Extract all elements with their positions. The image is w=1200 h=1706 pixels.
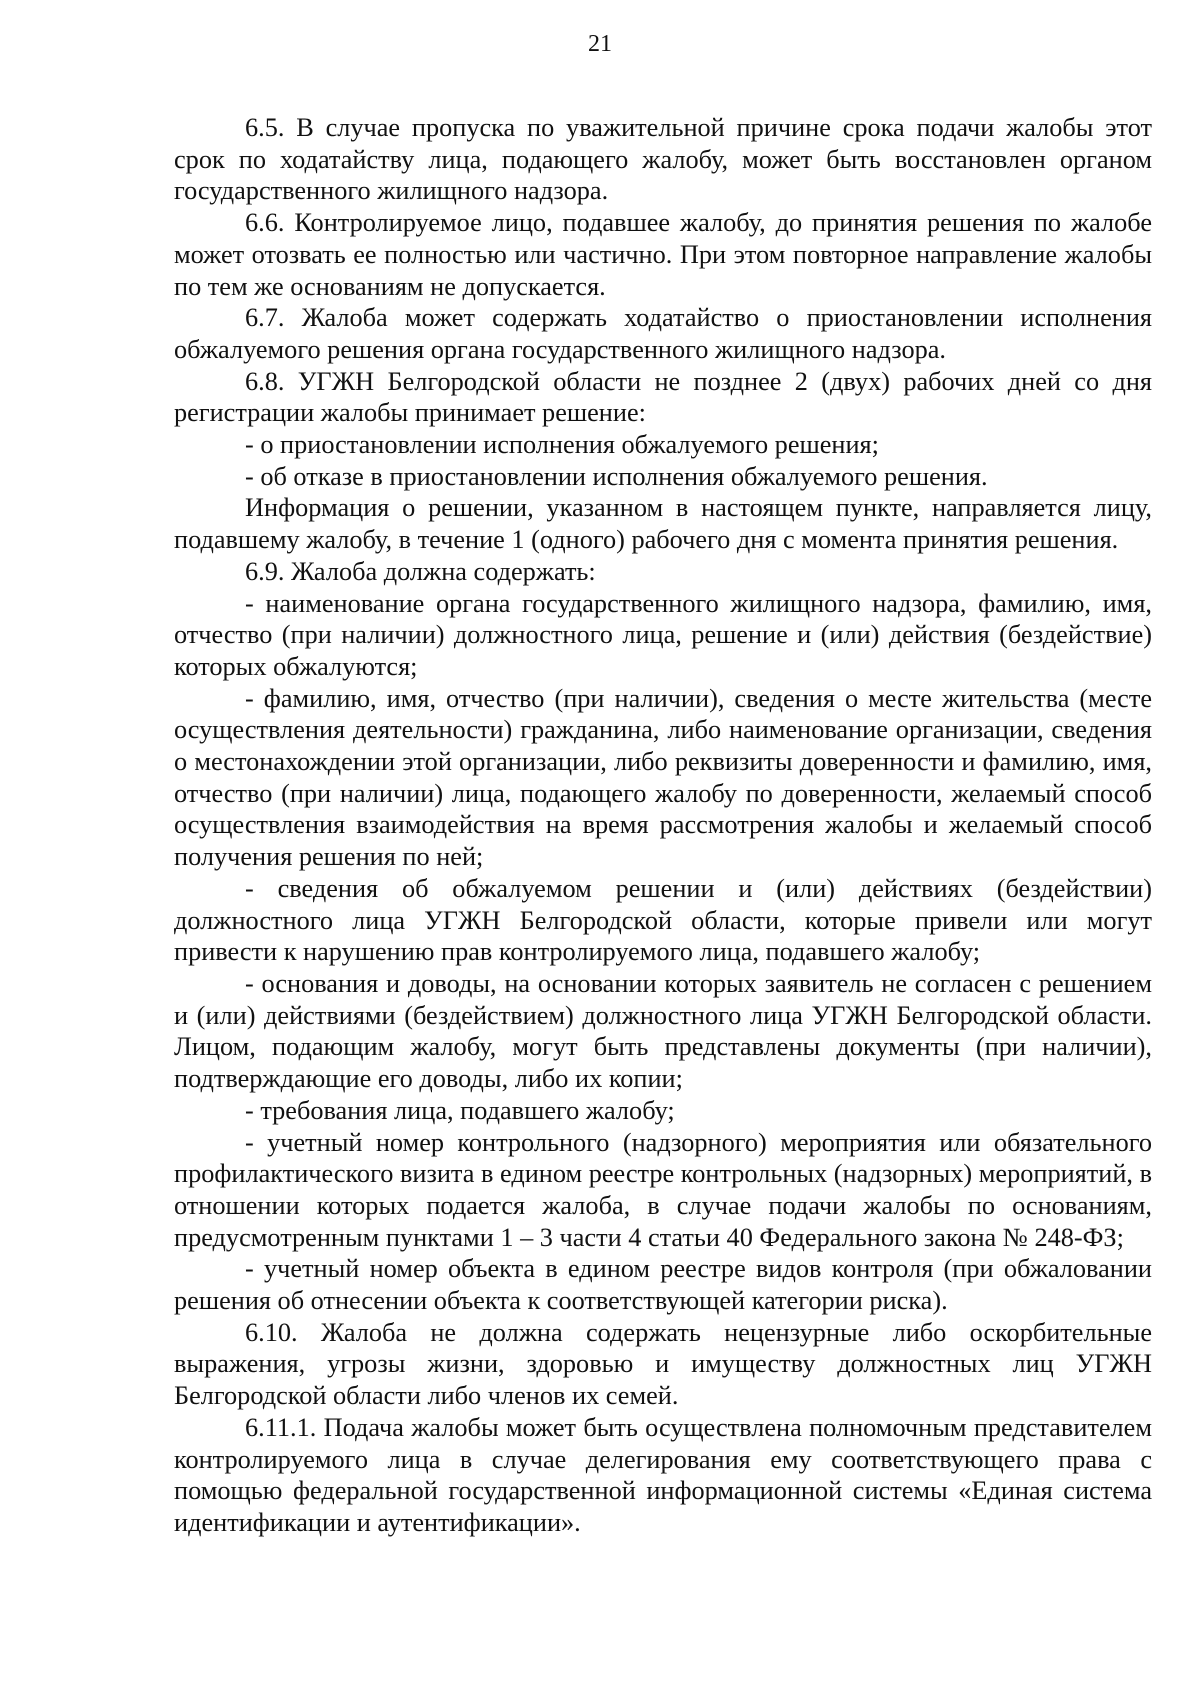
paragraph-6-8: 6.8. УГЖН Белгородской области не позднее 2 (двух) рабочих дней со дня регистрации жалобы принимает решение: xyxy=(174,366,1152,428)
list-item-applicant-info: - фамилию, имя, отчество (при наличии), сведения о месте жительства (месте осуществления деятельности) гражданина, либо наименование организации, сведения о местонахождении этой организации, либо реквизиты доверенности и фамилию, имя, отчество (при наличии) лица, подающего жалобу по доверенности, желаемый способ осуществления взаимодействия на время рассмотрения жалобы и желаемый способ получения решения по ней; xyxy=(174,683,1152,872)
paragraph-6-11-1: 6.11.1. Подача жалобы может быть осуществлена полномочным представителем контролируемого лица в случае делегирования ему соответствующего права с помощью федеральной государственной информационной системы «Единая система идентификации и аутентификации». xyxy=(174,1412,1152,1537)
paragraph-decision-info: Информация о решении, указанном в настоящем пункте, направляется лицу, подавшему жалобу, в течение 1 (одного) рабочего дня с момента принятия решения. xyxy=(174,493,1152,555)
list-item-authority-name: - наименование органа государственного жилищного надзора, фамилию, имя, отчество (при наличии) должностного лица, решение и (или) действия (бездействие) которых обжалуются; xyxy=(174,588,1152,681)
paragraph-6-5: 6.5. В случае пропуска по уважительной причине срока подачи жалобы этот срок по ходатайству лица, подающего жалобу, может быть восстановлен органом государственного жилищного надзора. xyxy=(174,113,1152,206)
paragraph-6-7: 6.7. Жалоба может содержать ходатайство о приостановлении исполнения обжалуемого решения органа государственного жилищного надзора. xyxy=(174,303,1152,364)
paragraph-6-9: 6.9. Жалоба должна содержать: xyxy=(245,556,596,586)
list-item-decision-info: - сведения об обжалуемом решении и (или) действиях (бездействии) должностного лица УГЖН Белгородской области, которые привели или могут привести к нарушению прав контролируемого лица, подавшего жалобу; xyxy=(174,873,1152,967)
list-item-event-number: - учетный номер контрольного (надзорного) мероприятия или обязательного профилактического визита в едином реестре контрольных (надзорных) мероприятий, в отношении которых подается жалоба, в случае подачи жалобы по основаниям, предусмотренным пунктами 1 – 3 части 4 статьи 40 Федерального закона № 248-ФЗ; xyxy=(174,1127,1152,1252)
list-item-requirements: - требования лица, подавшего жалобу; xyxy=(245,1095,675,1125)
document-body xyxy=(174,112,1152,1539)
page-number: 21 xyxy=(588,31,612,57)
paragraph-6-6: 6.6. Контролируемое лицо, подавшее жалобу, до принятия решения по жалобе может отозвать ее полностью или частично. При этом повторное направление жалобы по тем же основаниям не допускается. xyxy=(174,208,1152,301)
list-item-grounds: - основания и доводы, на основании которых заявитель не согласен с решением и (или) действиями (бездействием) должностного лица УГЖН Белгородской области. Лицом, подающим жалобу, могут быть представлены документы (при наличии), подтверждающие его доводы, либо их копии; xyxy=(174,968,1152,1094)
list-item-refusal: - об отказе в приостановлении исполнения обжалуемого решения. xyxy=(245,461,988,491)
list-item-suspension: - о приостановлении исполнения обжалуемого решения; xyxy=(245,430,879,460)
paragraph-6-10: 6.10. Жалоба не должна содержать нецензурные либо оскорбительные выражения, угрозы жизни, здоровью и имуществу должностных лиц УГЖН Белгородской области либо членов их семей. xyxy=(174,1317,1152,1411)
list-item-object-number: - учетный номер объекта в едином реестре видов контроля (при обжаловании решения об отнесении объекта к соответствующей категории риска). xyxy=(174,1254,1152,1316)
